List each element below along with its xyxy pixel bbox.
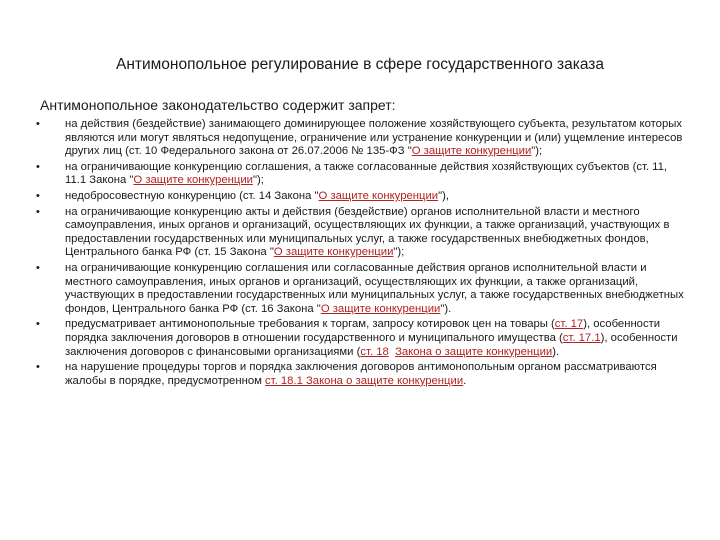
list-item [36,118,686,159]
bullet-icon: • [36,205,40,218]
law-link[interactable]: О защите конкуренции [320,302,441,315]
article-17-1-link[interactable]: ст. 17.1 [562,331,601,344]
prohibition-list [36,118,686,390]
list-item [36,262,686,316]
item-text: "), [438,189,450,202]
list-item [36,206,686,260]
item-text: на ограничивающие конкуренцию акты и действия (бездействие) органов исполнительной власти и местного самоуправления, иных органов и организаций, осуществляющих их функции, а также организаций, участвующих в предоставлении государственных или муниципальных услуг, а также государственных внебюджетных фондов, Центрального банка РФ (ст. 15 Закона " [65,205,670,259]
bullet-icon: • [36,160,40,173]
item-text: на ограничивающие конкуренцию соглашения, а также согласованные действия хозяйствующих субъектов (ст. 11, 11.1 Закона " [65,160,668,187]
article-18-link[interactable]: ст. 18 [360,345,389,358]
law-link[interactable]: О защите конкуренции [133,174,253,187]
bullet-icon: • [36,318,40,331]
slide-title: Антимонопольное регулирование в сфере государственного заказа [115,56,605,73]
item-text: ), особенности порядка заключения договоров в отношении государственного и муниципального имущества ( [65,318,661,344]
law-link[interactable]: О защите конкуренции [318,189,439,202]
bullet-icon: • [36,189,40,202]
item-text: предусматривает антимонопольные требования к торгам, запросу котировок цен на товары ( [65,318,555,331]
list-item [36,361,686,388]
item-text: на действия (бездействие) занимающего доминирующее положение хозяйствующего субъекта, результатом которых являются или могут являться недопущение, ограничение или устранение конкуренции и (или) ущемление интересов других лиц (ст. 10 Федерального закона от 26.07.2006 № 135-ФЗ " [65,118,683,158]
list-item [36,190,686,204]
item-text: ). [552,345,560,358]
article-17-link[interactable]: ст. 17 [554,318,584,331]
bullet-icon: • [36,361,40,374]
item-text: недобросовестную конкуренцию (ст. 14 Закона " [65,189,319,202]
item-text: "); [252,174,264,187]
list-item [36,318,686,359]
list-item [36,161,686,188]
bullet-icon: • [36,118,40,130]
intro-text: Антимонопольное законодательство содержит запрет: [40,97,396,113]
item-text: . [463,374,467,387]
law-link[interactable]: О защите конкуренции [411,145,532,158]
item-text: на ограничивающие конкуренцию соглашения или согласованные действия органов исполнительной власти и местного самоуправления, иных органов и организаций, осуществляющих их функции, а также организаций, участвующих в предоставлении государственных или муниципальных услуг, а также государственных внебюджетных фондов, Центрального банка РФ (ст. 16 Закона " [65,261,684,315]
item-text: на нарушение процедуры торгов и порядка заключения договоров антимонопольным органом рассматриваются жалобы в порядке, предусмотренном [65,361,657,387]
item-text: ), особенности заключения договоров с финансовыми организациями ( [65,331,678,358]
law-link[interactable]: Закона о защите конкуренции [395,345,553,358]
article-18-1-link[interactable]: ст. 18.1 Закона о защите конкуренции [265,374,464,387]
item-text: "); [393,246,405,259]
item-text: "). [440,302,452,315]
bullet-icon: • [36,261,40,274]
law-link[interactable]: О защите конкуренции [273,246,394,259]
item-text: "); [531,145,543,158]
